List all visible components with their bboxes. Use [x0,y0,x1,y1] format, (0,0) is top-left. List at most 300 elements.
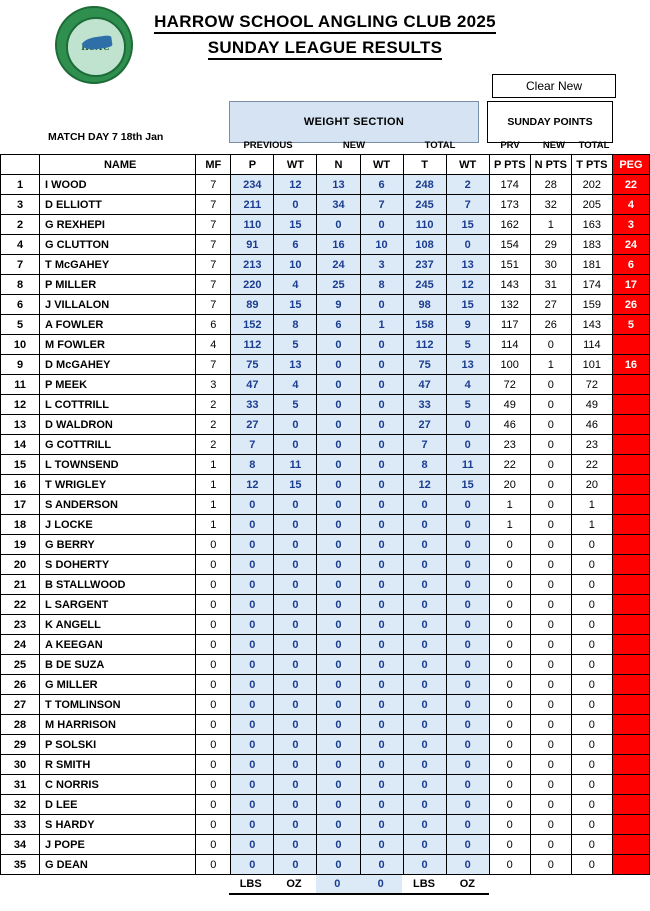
cell-mf: 0 [196,595,231,615]
cell-new-lbs: 16 [317,235,360,255]
cell-prev-oz: 15 [274,215,317,235]
cell-prev-lbs: 0 [231,695,274,715]
footer-p-lbs: LBS [229,875,272,894]
cell-total-lbs: 0 [403,755,446,775]
cell-total-pts: 101 [571,355,612,375]
group-label-total: TOTAL [424,140,456,151]
cell-name: T McGAHEY [40,255,196,275]
cell-new-pts: 0 [530,635,571,655]
cell-total-lbs: 237 [403,255,446,275]
page-title-line1 [0,12,650,32]
cell-total-pts: 20 [571,475,612,495]
cell-total-oz: 0 [446,715,489,735]
cell-mf: 7 [196,275,231,295]
cell-prev-lbs: 0 [231,755,274,775]
cell-new-pts: 0 [530,535,571,555]
cell-peg: 4 [612,195,649,215]
table-row[interactable] [1,215,650,235]
cell-pos: 11 [1,375,40,395]
cell-new-oz: 0 [360,375,403,395]
cell-prev-oz: 11 [274,455,317,475]
cell-total-pts: 1 [571,515,612,535]
cell-new-lbs: 6 [317,315,360,335]
cell-prev-lbs: 0 [231,675,274,695]
cell-prev-pts: 0 [489,615,530,635]
cell-total-pts: 0 [571,655,612,675]
table-row[interactable] [1,715,650,735]
cell-prev-lbs: 0 [231,835,274,855]
cell-prev-oz: 4 [274,275,317,295]
cell-new-oz: 0 [360,695,403,715]
cell-new-pts: 0 [530,695,571,715]
footer-spacer-pos [0,875,39,894]
cell-total-pts: 0 [571,755,612,775]
cell-name: D LEE [40,795,196,815]
cell-total-lbs: 0 [403,535,446,555]
cell-prev-lbs: 0 [231,495,274,515]
cell-prev-pts: 117 [489,315,530,335]
cell-name: L SARGENT [40,595,196,615]
cell-prev-oz: 5 [274,395,317,415]
cell-prev-lbs: 75 [231,355,274,375]
cell-total-pts: 114 [571,335,612,355]
cell-total-lbs: 0 [403,795,446,815]
cell-total-oz: 15 [446,295,489,315]
table-row[interactable] [1,515,650,535]
cell-name: J POPE [40,835,196,855]
cell-total-pts: 0 [571,835,612,855]
cell-new-lbs: 0 [317,675,360,695]
cell-prev-oz: 4 [274,375,317,395]
page-header [0,0,650,143]
cell-name: R SMITH [40,755,196,775]
cell-new-pts: 0 [530,495,571,515]
cell-prev-oz: 13 [274,355,317,375]
cell-prev-pts: 0 [489,675,530,695]
cell-new-oz: 0 [360,675,403,695]
cell-prev-lbs: 152 [231,315,274,335]
cell-new-lbs: 0 [317,455,360,475]
cell-new-oz: 0 [360,835,403,855]
cell-prev-oz: 0 [274,615,317,635]
table-row[interactable] [1,655,650,675]
cell-name: I WOOD [40,175,196,195]
cell-total-pts: 0 [571,815,612,835]
cell-peg [612,435,649,455]
cell-prev-oz: 0 [274,635,317,655]
cell-prev-pts: 0 [489,575,530,595]
cell-prev-pts: 0 [489,695,530,715]
cell-total-lbs: 0 [403,855,446,875]
cell-new-oz: 0 [360,795,403,815]
cell-total-oz: 0 [446,235,489,255]
col-header-p-lbs: P [231,155,274,175]
table-row[interactable] [1,595,650,615]
footer-n-oz: 0 [359,875,402,894]
cell-prev-oz: 0 [274,575,317,595]
cell-new-lbs: 0 [317,215,360,235]
cell-peg: 6 [612,255,649,275]
table-row[interactable] [1,775,650,795]
cell-prev-oz: 0 [274,675,317,695]
cell-peg [612,395,649,415]
cell-total-lbs: 33 [403,395,446,415]
cell-mf: 7 [196,255,231,275]
cell-total-lbs: 0 [403,775,446,795]
cell-name: K ANGELL [40,615,196,635]
cell-prev-lbs: 0 [231,515,274,535]
cell-new-oz: 0 [360,455,403,475]
cell-pos: 1 [1,175,40,195]
cell-pos: 6 [1,295,40,315]
cell-new-lbs: 0 [317,615,360,635]
cell-name: P MILLER [40,275,196,295]
cell-total-oz: 5 [446,335,489,355]
cell-new-oz: 0 [360,655,403,675]
table-row[interactable] [1,195,650,215]
table-row[interactable] [1,475,650,495]
table-row[interactable] [1,315,650,335]
cell-name: A KEEGAN [40,635,196,655]
sunday-points-header: SUNDAY POINTS [487,101,613,143]
cell-total-pts: 202 [571,175,612,195]
cell-total-oz: 0 [446,635,489,655]
cell-total-lbs: 245 [403,275,446,295]
cell-peg [612,655,649,675]
cell-new-oz: 0 [360,855,403,875]
cell-new-pts: 1 [530,355,571,375]
cell-pos: 19 [1,535,40,555]
cell-name: L TOWNSEND [40,455,196,475]
table-row[interactable] [1,855,650,875]
cell-prev-lbs: 213 [231,255,274,275]
cell-total-oz: 0 [446,535,489,555]
cell-pos: 35 [1,855,40,875]
cell-pos: 28 [1,715,40,735]
cell-total-oz: 0 [446,775,489,795]
cell-new-lbs: 0 [317,815,360,835]
cell-peg [612,495,649,515]
cell-pos: 23 [1,615,40,635]
cell-total-lbs: 12 [403,475,446,495]
cell-new-pts: 0 [530,815,571,835]
cell-total-oz: 15 [446,215,489,235]
cell-name: C NORRIS [40,775,196,795]
cell-total-lbs: 0 [403,695,446,715]
cell-total-oz: 4 [446,375,489,395]
table-row[interactable] [1,495,650,515]
cell-new-lbs: 0 [317,375,360,395]
cell-new-pts: 0 [530,395,571,415]
cell-total-oz: 0 [446,835,489,855]
table-row[interactable] [1,395,650,415]
cell-pos: 2 [1,215,40,235]
footer-spacer-ppts [489,875,530,894]
cell-total-lbs: 112 [403,335,446,355]
cell-mf: 2 [196,415,231,435]
cell-prev-lbs: 12 [231,475,274,495]
cell-prev-pts: 0 [489,535,530,555]
cell-prev-pts: 0 [489,735,530,755]
cell-pos: 12 [1,395,40,415]
cell-new-lbs: 0 [317,555,360,575]
cell-peg [612,635,649,655]
cell-prev-lbs: 0 [231,815,274,835]
cell-new-pts: 32 [530,195,571,215]
cell-mf: 0 [196,535,231,555]
table-row[interactable] [1,755,650,775]
cell-mf: 1 [196,515,231,535]
cell-mf: 0 [196,735,231,755]
table-row[interactable] [1,235,650,255]
cell-new-pts: 27 [530,295,571,315]
cell-prev-pts: 174 [489,175,530,195]
cell-new-oz: 3 [360,255,403,275]
table-row[interactable] [1,375,650,395]
table-row[interactable] [1,635,650,655]
cell-prev-lbs: 110 [231,215,274,235]
cell-pos: 18 [1,515,40,535]
table-row[interactable] [1,815,650,835]
cell-new-oz: 0 [360,775,403,795]
cell-total-oz: 11 [446,455,489,475]
cell-mf: 1 [196,475,231,495]
cell-total-oz: 0 [446,495,489,515]
cell-prev-lbs: 220 [231,275,274,295]
cell-total-lbs: 0 [403,595,446,615]
cell-total-lbs: 248 [403,175,446,195]
cell-peg [612,755,649,775]
cell-prev-oz: 0 [274,415,317,435]
cell-pos: 3 [1,195,40,215]
table-row[interactable] [1,615,650,635]
cell-new-pts: 0 [530,615,571,635]
cell-name: S ANDERSON [40,495,196,515]
cell-name: M HARRISON [40,715,196,735]
cell-new-pts: 0 [530,735,571,755]
cell-pos: 14 [1,435,40,455]
cell-new-lbs: 24 [317,255,360,275]
cell-pos: 34 [1,835,40,855]
cell-total-pts: 0 [571,795,612,815]
table-row[interactable] [1,835,650,855]
cell-peg [612,475,649,495]
col-header-n-pts: N PTS [530,155,571,175]
group-label-prv: PRV [500,140,520,151]
table-row[interactable] [1,575,650,595]
cell-mf: 0 [196,835,231,855]
cell-prev-oz: 0 [274,515,317,535]
cell-total-lbs: 110 [403,215,446,235]
cell-total-pts: 174 [571,275,612,295]
results-table [0,154,650,875]
cell-total-oz: 12 [446,275,489,295]
cell-name: M FOWLER [40,335,196,355]
cell-prev-lbs: 234 [231,175,274,195]
cell-new-lbs: 0 [317,795,360,815]
cell-prev-oz: 0 [274,755,317,775]
cell-pos: 4 [1,235,40,255]
clear-new-button[interactable]: Clear New [492,74,616,98]
cell-total-pts: 0 [571,595,612,615]
cell-total-oz: 7 [446,195,489,215]
table-row[interactable] [1,435,650,455]
cell-prev-pts: 114 [489,335,530,355]
group-label-previous: PREVIOUS [243,140,293,151]
page-title-line2 [0,38,650,58]
cell-mf: 0 [196,575,231,595]
table-row[interactable] [1,735,650,755]
table-row[interactable] [1,455,650,475]
cell-peg: 16 [612,355,649,375]
table-row[interactable] [1,275,650,295]
cell-pos: 7 [1,255,40,275]
cell-peg [612,695,649,715]
cell-new-oz: 1 [360,315,403,335]
match-day-label: MATCH DAY 7 18th Jan [48,131,164,143]
cell-name: B DE SUZA [40,655,196,675]
cell-total-lbs: 245 [403,195,446,215]
cell-name: G COTTRILL [40,435,196,455]
cell-total-pts: 163 [571,215,612,235]
cell-total-lbs: 0 [403,495,446,515]
cell-new-pts: 0 [530,455,571,475]
cell-name: G CLUTTON [40,235,196,255]
cell-prev-lbs: 0 [231,535,274,555]
cell-new-pts: 0 [530,475,571,495]
cell-prev-oz: 0 [274,435,317,455]
cell-total-pts: 46 [571,415,612,435]
col-header-p-pts: P PTS [489,155,530,175]
table-row[interactable] [1,335,650,355]
cell-total-lbs: 47 [403,375,446,395]
cell-total-pts: 0 [571,775,612,795]
cell-peg [612,795,649,815]
table-row[interactable] [1,795,650,815]
cell-new-oz: 0 [360,735,403,755]
cell-new-oz: 0 [360,815,403,835]
col-header-t-pts: T PTS [571,155,612,175]
cell-prev-pts: 154 [489,235,530,255]
cell-total-lbs: 108 [403,235,446,255]
cell-prev-pts: 20 [489,475,530,495]
cell-peg [612,775,649,795]
cell-new-lbs: 0 [317,855,360,875]
cell-total-lbs: 0 [403,675,446,695]
table-row[interactable] [1,675,650,695]
cell-peg [612,615,649,635]
cell-prev-pts: 0 [489,795,530,815]
cell-total-oz: 9 [446,315,489,335]
cell-mf: 6 [196,315,231,335]
cell-pos: 22 [1,595,40,615]
cell-new-lbs: 0 [317,695,360,715]
table-row[interactable] [1,695,650,715]
table-row[interactable] [1,555,650,575]
cell-mf: 0 [196,615,231,635]
col-header-peg: PEG [612,155,649,175]
cell-new-lbs: 0 [317,535,360,555]
table-row[interactable] [1,415,650,435]
group-label-total-pts: TOTAL [578,140,610,151]
cell-mf: 7 [196,355,231,375]
cell-name: D WALDRON [40,415,196,435]
cell-prev-oz: 12 [274,175,317,195]
table-row[interactable] [1,295,650,315]
cell-new-lbs: 0 [317,595,360,615]
cell-prev-lbs: 33 [231,395,274,415]
table-row[interactable] [1,255,650,275]
cell-new-oz: 0 [360,415,403,435]
cell-mf: 0 [196,815,231,835]
cell-prev-oz: 0 [274,735,317,755]
cell-name: D ELLIOTT [40,195,196,215]
cell-name: P MEEK [40,375,196,395]
cell-prev-lbs: 0 [231,795,274,815]
cell-total-pts: 72 [571,375,612,395]
cell-mf: 2 [196,395,231,415]
cell-total-lbs: 0 [403,615,446,635]
cell-prev-pts: 162 [489,215,530,235]
cell-total-lbs: 98 [403,295,446,315]
cell-new-pts: 0 [530,515,571,535]
cell-total-lbs: 0 [403,515,446,535]
cell-prev-oz: 0 [274,795,317,815]
cell-prev-pts: 46 [489,415,530,435]
cell-total-lbs: 0 [403,655,446,675]
cell-new-pts: 0 [530,835,571,855]
cell-prev-lbs: 0 [231,735,274,755]
cell-mf: 3 [196,375,231,395]
cell-prev-pts: 0 [489,775,530,795]
col-header-name: NAME [40,155,196,175]
cell-new-oz: 0 [360,595,403,615]
cell-pos: 25 [1,655,40,675]
cell-prev-oz: 0 [274,835,317,855]
col-header-n-lbs: N [317,155,360,175]
footer-spacer-tpts [572,875,613,894]
cell-total-oz: 0 [446,675,489,695]
cell-peg [612,515,649,535]
cell-new-pts: 29 [530,235,571,255]
cell-peg: 26 [612,295,649,315]
table-row[interactable] [1,535,650,555]
table-row[interactable] [1,175,650,195]
cell-mf: 0 [196,715,231,735]
table-row[interactable] [1,355,650,375]
cell-peg: 3 [612,215,649,235]
cell-prev-pts: 0 [489,715,530,735]
cell-name: J VILLALON [40,295,196,315]
cell-new-pts: 0 [530,675,571,695]
cell-peg [612,335,649,355]
cell-peg: 17 [612,275,649,295]
cell-new-pts: 31 [530,275,571,295]
cell-total-lbs: 0 [403,555,446,575]
cell-mf: 2 [196,435,231,455]
cell-new-oz: 0 [360,555,403,575]
cell-total-pts: 183 [571,235,612,255]
col-header-t-lbs: T [403,155,446,175]
cell-name: S HARDY [40,815,196,835]
cell-new-oz: 0 [360,755,403,775]
cell-new-oz: 0 [360,515,403,535]
cell-prev-oz: 0 [274,695,317,715]
cell-mf: 0 [196,795,231,815]
cell-prev-lbs: 91 [231,235,274,255]
cell-total-oz: 0 [446,615,489,635]
cell-mf: 0 [196,755,231,775]
